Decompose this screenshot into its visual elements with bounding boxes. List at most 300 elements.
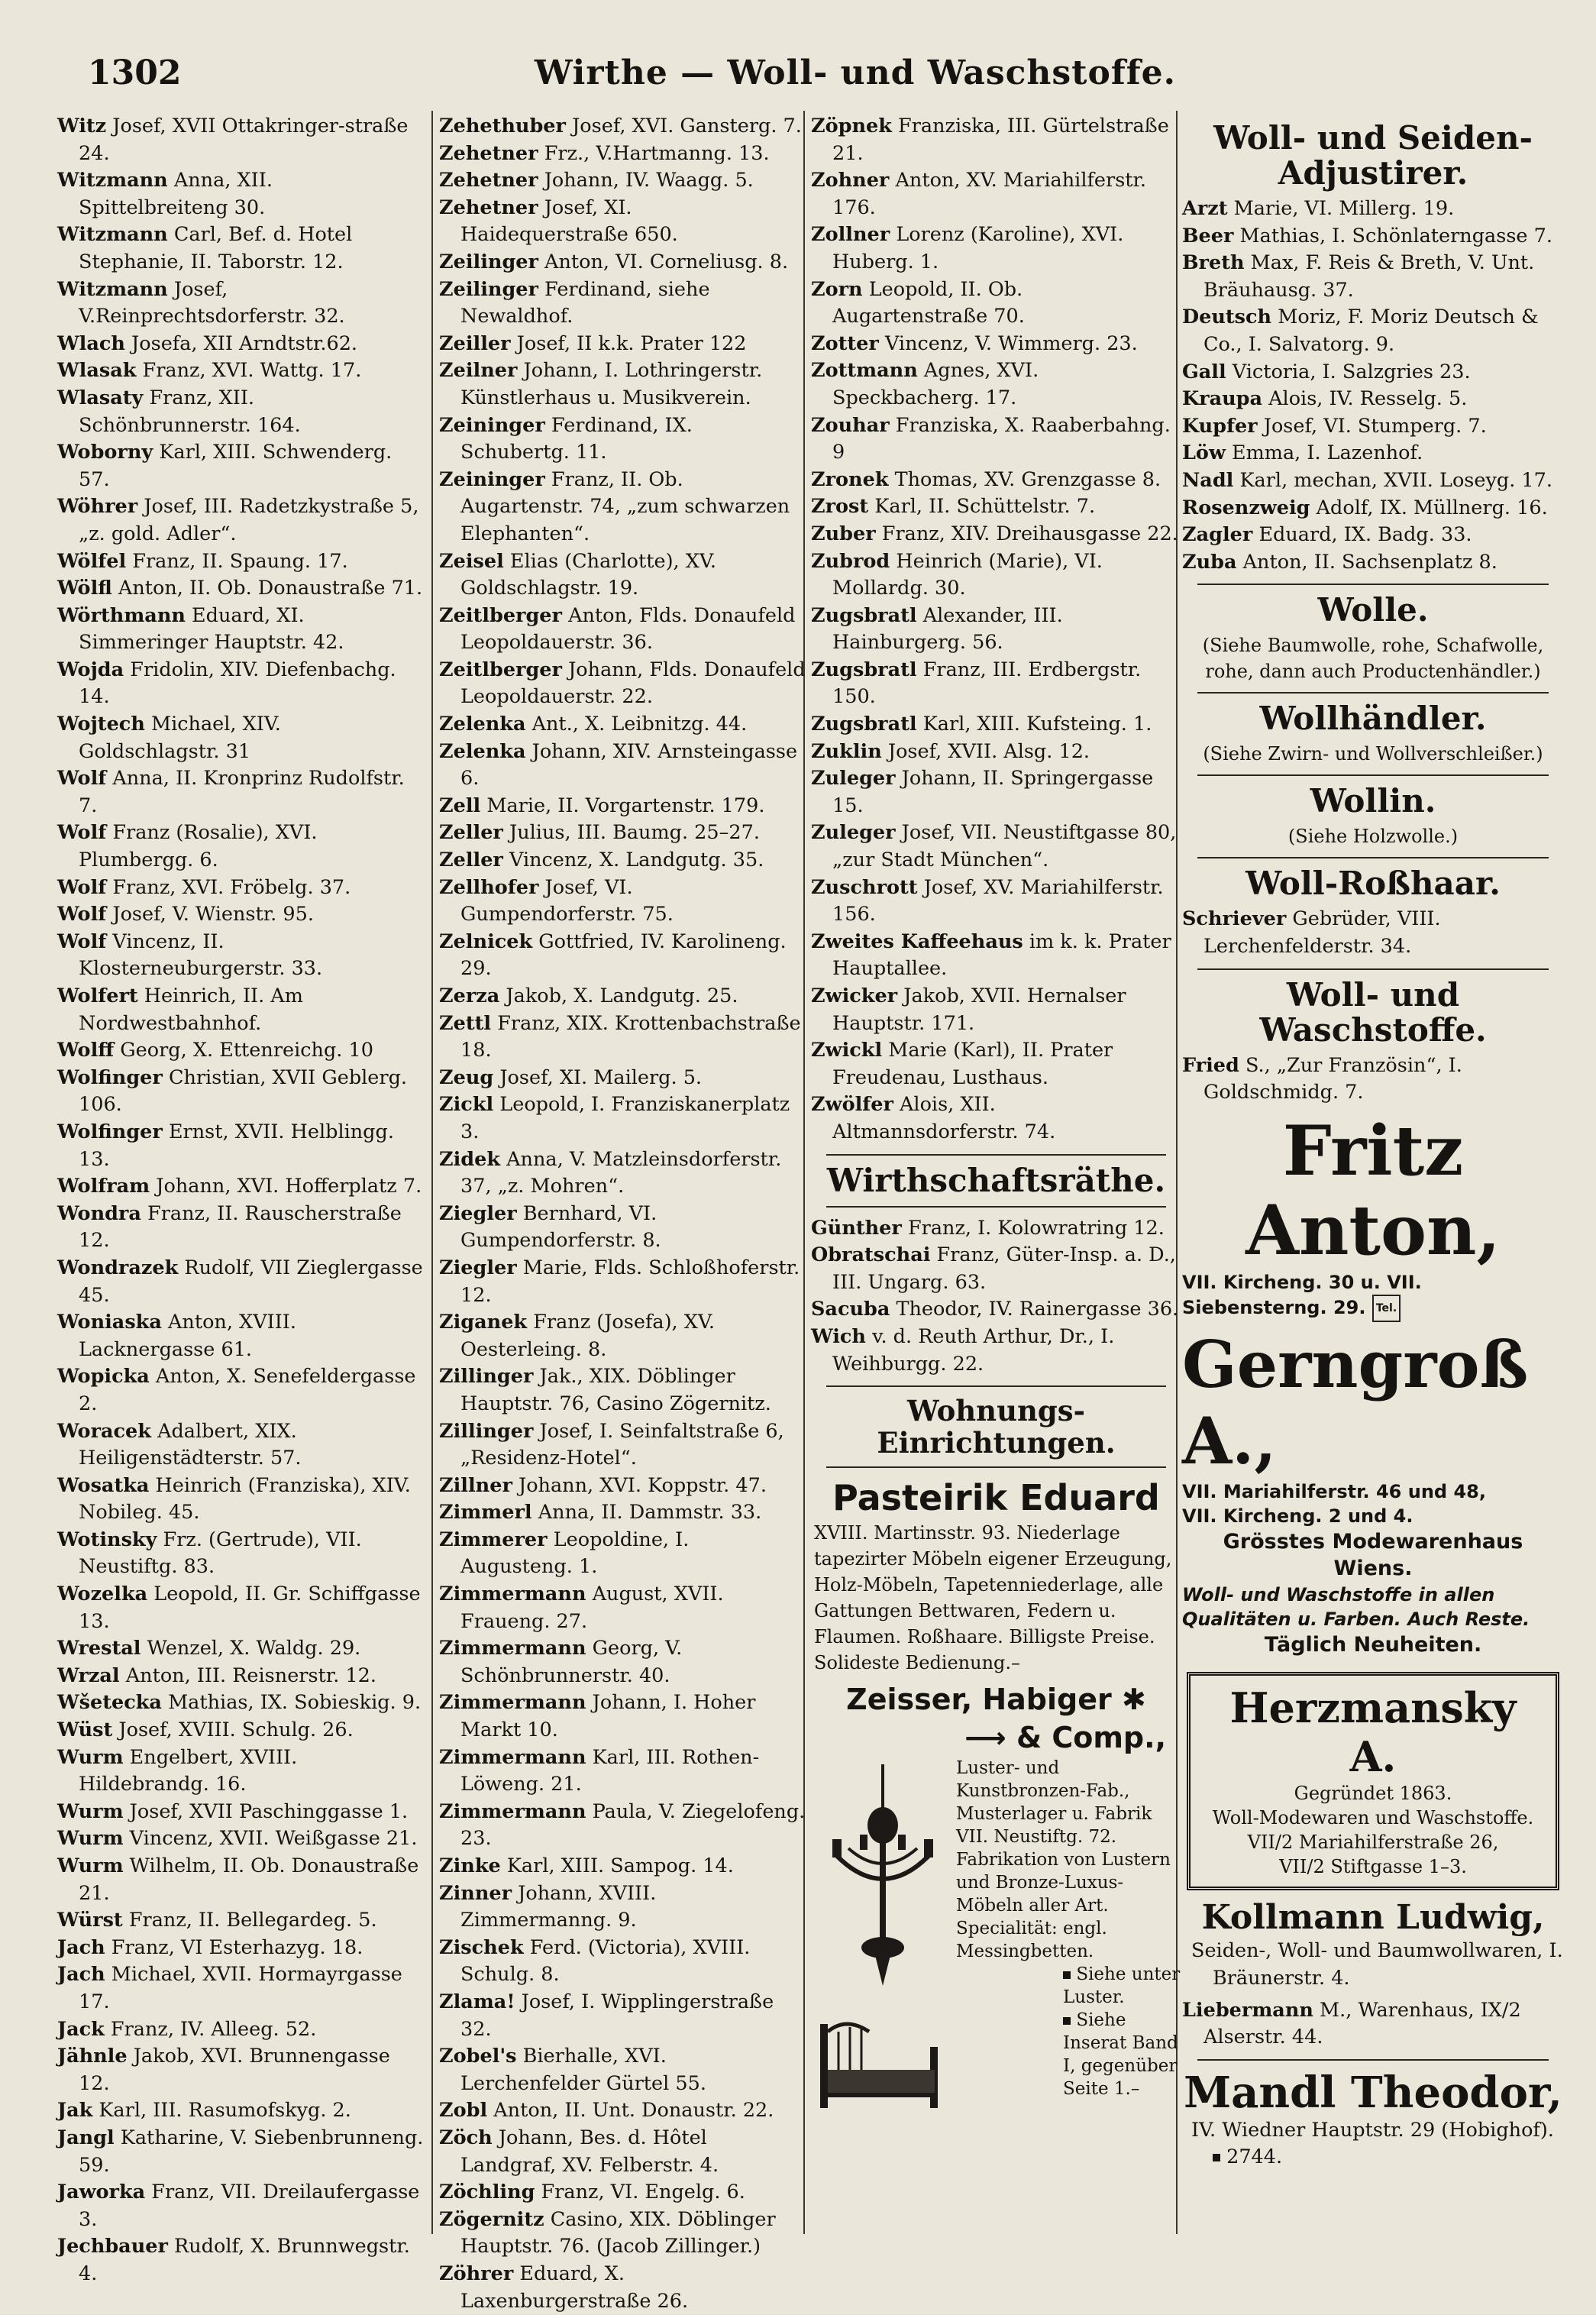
entry-detail: Johann, I. Lothringerstr. Künstlerhaus u. Musikverein.: [460, 359, 763, 409]
listing-entry: [57, 929, 424, 983]
listing-entry: [57, 493, 424, 548]
bullet-icon: [1063, 1971, 1071, 1979]
listing-entry: [811, 657, 1181, 711]
listing-entry: [1182, 1997, 1564, 2051]
entry-detail: Michael, XVII. Hormayrgasse 17.: [79, 1963, 402, 2013]
entry-detail: Franz, VII. Dreilaufergasse 3.: [79, 2181, 420, 2231]
entry-name: Zell: [439, 794, 481, 817]
entry-name: Wölfel: [57, 549, 127, 573]
ad-text-line: IV. Wiedner Hauptstr. 29 (Hobighof).: [1191, 2118, 1554, 2142]
entry-name: Wlach: [57, 331, 125, 355]
entry-detail: Josef, XVII Paschinggasse 1.: [129, 1799, 409, 1823]
entry-name: Zeininger: [439, 467, 545, 491]
entry-name: Ziganek: [439, 1311, 528, 1334]
entry-detail: Ferdinand, IX. Schubertg. 11.: [460, 413, 693, 464]
entry-name: Zollner: [811, 223, 890, 247]
entry-name: Zeilinger: [439, 277, 538, 301]
entry-detail: Ernst, XVII. Helblingg. 13.: [79, 1120, 394, 1171]
entry-detail: Anna, II. Kronprinz Rudolfstr. 7.: [79, 767, 405, 817]
entry-detail: Leopold, II. Ob. Augartenstraße 70.: [832, 277, 1025, 328]
entry-name: Zögernitz: [439, 2207, 544, 2231]
section-heading: Wollhändler.: [1259, 700, 1487, 738]
listing-entry: [811, 113, 1181, 167]
entry-detail: Adalbert, XIX. Heiligenstädterstr. 57.: [79, 1419, 302, 1470]
listing-entry: [57, 548, 424, 576]
listing-entry: [811, 929, 1181, 983]
entry-name: Wöhrer: [57, 495, 138, 519]
listing-entry: [439, 195, 806, 249]
entry-detail: Karl, XIII. Schwenderg. 57.: [79, 441, 393, 491]
listing-entry: [811, 1037, 1181, 1091]
listing-entry: [439, 1935, 806, 1989]
telephone-badge: Tel.: [1372, 1295, 1401, 1322]
entry-name: Witz: [57, 115, 107, 137]
phone-number: 2744.: [1226, 2145, 1283, 2169]
entry-name: Wolfram: [57, 1175, 150, 1198]
entry-name: Jähnle: [57, 2045, 128, 2068]
entry-name: Witzmann: [57, 223, 168, 247]
entry-name: Zehetner: [439, 196, 538, 219]
entry-name: Deutsch: [1182, 306, 1272, 329]
ad-gerngross: [1182, 1327, 1564, 1659]
entry-detail: im k. k. Prater Hauptallee.: [832, 930, 1171, 981]
entry-name: Wolf: [57, 903, 107, 926]
listing-entry: [439, 2043, 806, 2097]
ad-title: Kollmann Ludwig,: [1201, 1898, 1545, 1938]
telephone-icon: [1213, 2154, 1220, 2161]
listing-entry: [439, 603, 806, 657]
listing-entry: [439, 167, 806, 195]
entry-name: Zuschrott: [811, 875, 918, 899]
column-rule: [431, 111, 433, 2234]
listing-entry: [57, 1717, 424, 1744]
entry-name: Wölfl: [57, 577, 112, 600]
listing-entry: [57, 2125, 424, 2179]
ad-pasteirik: [811, 1476, 1181, 1676]
listing-entry: [811, 221, 1181, 276]
section-divider: [826, 1154, 1166, 1156]
ad-title: Pasteirik Eduard: [832, 1477, 1160, 1519]
entry-name: Zouhar: [811, 413, 890, 437]
listing-entry: [57, 1961, 424, 2016]
listing-entry: [57, 1825, 424, 1853]
entry-name: Zohner: [811, 169, 890, 192]
entry-detail: Engelbert, XVIII. Hildebrandg. 16.: [79, 1745, 298, 1796]
entry-name: Liebermann: [1182, 1998, 1313, 2022]
listing-entry: [439, 1880, 806, 1935]
entry-detail: Mathias, IX. Sobieskig. 9.: [168, 1691, 422, 1715]
entry-detail: Josef, XVII. Alsg. 12.: [887, 739, 1090, 763]
entry-name: Wurm: [57, 1745, 124, 1769]
entry-detail: Josefa, XII Arndtstr.62.: [131, 331, 358, 355]
listing-entry: [439, 357, 806, 412]
listing-entry: [811, 493, 1181, 521]
listing-entry: [57, 113, 424, 167]
listing-entry: [57, 1635, 424, 1663]
entry-name: Zillinger: [439, 1419, 534, 1443]
listing-entry: [439, 711, 806, 739]
entry-detail: Paula, V. Ziegelofeng. 23.: [460, 1799, 806, 1851]
entry-detail: August, XVII. Fraueng. 27.: [460, 1583, 724, 1633]
section-heading: Wolle.: [1317, 591, 1429, 629]
entry-detail: Karl, III. Rasumofskyg. 2.: [99, 2099, 351, 2123]
entry-detail: Ferd. (Victoria), XVIII. Schulg. 8.: [460, 1935, 751, 1987]
entry-name: Zwicker: [811, 985, 898, 1007]
listing-entry: [439, 113, 806, 141]
entry-name: Zelnicek: [439, 930, 533, 953]
entry-name: Wurm: [57, 1854, 124, 1877]
entry-detail: Franz, II. Bellegardeg. 5.: [128, 1909, 377, 1932]
listing-entry: [811, 1324, 1181, 1378]
ad-text-line: VII. Kircheng. 30 u. VII. Siebensterng. 29.: [1182, 1271, 1422, 1318]
entry-detail: Josef, VI. Gumpendorferstr. 75.: [460, 875, 674, 926]
entry-detail: Michael, XIV. Goldschlagstr. 31: [79, 713, 281, 763]
ad-title: Zeisser, Habiger ✱: [846, 1683, 1146, 1717]
entry-name: Breth: [1182, 251, 1245, 275]
entry-detail: Anton, X. Senefeldergasse 2.: [79, 1365, 416, 1415]
entry-detail: Ant., X. Leibnitzg. 44.: [531, 713, 748, 736]
entry-name: Zinner: [439, 1881, 512, 1905]
entry-detail: Karl, III. Rothen-Löweng. 21.: [460, 1745, 760, 1796]
entry-name: Woracek: [57, 1419, 151, 1443]
entry-name: Zweites Kaffeehaus: [811, 930, 1023, 953]
entry-name: Zuleger: [811, 767, 896, 791]
entry-detail: Emma, I. Lazenhof.: [1232, 441, 1423, 465]
entry-detail: Marie (Karl), II. Prater Freudenau, Lusthaus.: [832, 1039, 1113, 1089]
entry-name: Zillinger: [439, 1365, 534, 1389]
ad-herzmansky: [1187, 1672, 1559, 1890]
entry-name: Jach: [57, 1935, 105, 1959]
entry-detail: Franz, XVI. Wattg. 17.: [142, 359, 362, 383]
entry-detail: Josef, III. Radetzkystraße 5, „z. gold. Adler“.: [79, 495, 419, 545]
entry-detail: Katharine, V. Siebenbrunneng. 59.: [79, 2126, 424, 2177]
entry-name: Rosenzweig: [1182, 496, 1310, 519]
entry-name: Zillner: [439, 1473, 512, 1497]
ad-text: XVIII. Martinsstr. 93. Niederlage tapezirter Möbeln eigener Erzeugung, Holz-Möbeln, Tapetenniederlage, alle Gattungen Bettwaren, Federn u. Flaumen. Roßhaare. Billigste Preise. Solideste Bedienung.–: [814, 1522, 1172, 1674]
entry-name: Zeininger: [439, 413, 545, 437]
entry-name: Wlasak: [57, 359, 137, 383]
ad-kollmann: [1182, 1898, 1564, 1992]
section-heading: Wollin.: [1310, 782, 1436, 820]
entry-detail: Johann, XIV. Arnsteingasse 6.: [460, 739, 798, 791]
listing-entry: [811, 603, 1181, 657]
listing-entry: [57, 1853, 424, 1907]
cross-reference-note: (Siehe Holzwolle.): [1287, 826, 1459, 848]
entry-name: Wrzal: [57, 1664, 120, 1687]
listing-entry: [57, 1935, 424, 1962]
entry-name: Zeitlberger: [439, 658, 562, 681]
entry-detail: Wilhelm, II. Ob. Donaustraße 21.: [79, 1854, 419, 1905]
entry-detail: Ferdinand, siehe Newaldhof.: [460, 277, 710, 328]
entry-name: Zerza: [439, 985, 500, 1007]
entry-name: Wolfinger: [57, 1120, 163, 1143]
listing-entry: [811, 548, 1181, 603]
listing-entry: [57, 1473, 424, 1527]
entry-name: Jach: [57, 1963, 105, 1987]
listing-entry: [439, 1418, 806, 1473]
entry-name: Würst: [57, 1909, 123, 1932]
listing-entry: [57, 875, 424, 902]
listing-entry: [439, 141, 806, 168]
listing-entry: [439, 1363, 806, 1418]
entry-name: Zeitlberger: [439, 603, 562, 627]
entry-name: Zobel's: [439, 2045, 517, 2068]
entry-name: Zobl: [439, 2099, 488, 2123]
entry-detail: Carl, Bef. d. Hotel Stephanie, II. Taborstr. 12.: [79, 223, 353, 273]
entry-name: Wurm: [57, 1799, 124, 1823]
entry-detail: Josef, XVI. Gansterg. 7.: [572, 115, 802, 137]
entry-detail: Marie, Flds. Schloßhoferstr. 12.: [460, 1256, 800, 1307]
entry-name: Kupfer: [1182, 414, 1258, 438]
page-number: 1302: [88, 53, 182, 92]
entry-name: Zeilinger: [439, 250, 538, 273]
entry-detail: Jakob, XVI. Brunnengasse 12.: [79, 2045, 390, 2095]
section-divider: [1197, 2059, 1549, 2061]
listing-entry: [439, 739, 806, 793]
entry-detail: Leopold, I. Franziskanerplatz 3.: [460, 1093, 790, 1143]
entry-name: Beer: [1182, 224, 1234, 247]
entry-detail: M., Warenhaus, IX/2 Alserstr. 44.: [1203, 1998, 1521, 2049]
entry-detail: Lorenz (Karoline), XVI. Huberg. 1.: [832, 223, 1124, 273]
section-heading: Wohnungs-Einrichtungen.: [877, 1394, 1116, 1460]
ad-text: Luster- und Kunstbronzen-Fab., Musterlager u. Fabrik VII. Neustiftg. 72. Fabrikation von Lustern und Bronze-Luxus-Möbeln aller Art. Specialität: engl. Messingbetten.: [956, 1758, 1171, 1962]
entry-name: Wojtech: [57, 713, 145, 736]
listing-entry: [439, 2179, 806, 2207]
entry-detail: Anton, II. Ob. Donaustraße 71.: [118, 577, 423, 600]
entry-detail: Franz, Güter-Insp. a. D., III. Ungarg. 63.: [832, 1243, 1176, 1294]
column-1: [57, 113, 424, 2288]
entry-detail: Karl, mechan, XVII. Loseyg. 17.: [1239, 468, 1552, 492]
listing-entry: [439, 548, 806, 603]
ad-title: Fritz Anton,: [1245, 1110, 1501, 1271]
entry-detail: Anna, XII. Spittelbreiteng 30.: [79, 169, 273, 219]
section-divider: [826, 1466, 1166, 1468]
entry-detail: Alois, XII. Altmannsdorferstr. 74.: [832, 1093, 1056, 1143]
entry-detail: Johann, I. Hoher Markt 10.: [460, 1691, 756, 1742]
ad-text: Gegründet 1863.: [1294, 1783, 1452, 1805]
section-heading: Wirthschaftsräthe.: [826, 1161, 1166, 1199]
entry-name: Zelenka: [439, 713, 526, 736]
entry-name: Jak: [57, 2099, 93, 2123]
listing-entry: [811, 983, 1181, 1037]
listing-entry: [1182, 359, 1564, 386]
running-title: Wirthe — Woll- und Waschstoffe.: [535, 53, 1176, 92]
entry-detail: Eduard, X. Laxenburgerstraße 26.: [460, 2262, 689, 2313]
entry-name: Zuleger: [811, 821, 896, 845]
entry-detail: Josef, XI. Haidequerstraße 650.: [460, 196, 678, 247]
entry-name: Woniaska: [57, 1311, 162, 1334]
listing-entry: [57, 765, 424, 820]
listing-entry: [57, 1689, 424, 1717]
entry-detail: Georg, X. Ettenreichg. 10: [120, 1039, 373, 1062]
entry-detail: Vincenz, XVII. Weißgasse 21.: [129, 1827, 418, 1851]
section-divider: [1197, 584, 1549, 585]
entry-detail: Jakob, X. Landgutg. 25.: [506, 985, 738, 1007]
entry-name: Schriever: [1182, 907, 1287, 931]
entry-name: Zeisel: [439, 549, 504, 573]
entry-name: Zeller: [439, 821, 503, 845]
listing-entry: [439, 793, 806, 820]
entry-name: Zuber: [811, 522, 876, 545]
entry-name: Ziegler: [439, 1256, 517, 1279]
entry-name: Jaworka: [57, 2181, 146, 2204]
ad-text: Seiden-, Woll- und Baumwollwaren, I. Bräunerstr. 4.: [1191, 1939, 1563, 1990]
listing-entry: [439, 2125, 806, 2179]
listing-entry: [57, 901, 424, 929]
entry-detail: Franz, IV. Alleeg. 52.: [110, 2017, 317, 2041]
entry-name: Zagler: [1182, 523, 1253, 547]
listing-entry: [57, 1255, 424, 1309]
entry-name: Wolfert: [57, 985, 138, 1007]
bullet-icon: [1063, 2017, 1071, 2025]
entry-name: Wörthmann: [57, 603, 186, 627]
listing-entry: [57, 983, 424, 1037]
entry-detail: Max, F. Reis & Breth, V. Unt. Bräuhausg. 37.: [1203, 251, 1535, 302]
entry-name: Wolf: [57, 767, 107, 791]
listing-entry: [811, 711, 1181, 739]
listing-entry: [57, 2097, 424, 2125]
entry-name: Günther: [811, 1216, 902, 1240]
listing-entry: [57, 2016, 424, 2044]
entry-detail: Franz, II. Spaung. 17.: [132, 549, 348, 573]
entry-name: Nadl: [1182, 468, 1234, 492]
listing-entry: [57, 439, 424, 493]
ad-title: Mandl Theodor,: [1184, 2067, 1562, 2118]
entry-name: Zinke: [439, 1854, 501, 1877]
section-divider: [1197, 692, 1549, 694]
listing-entry: [57, 1799, 424, 1826]
listing-entry: [1182, 304, 1564, 358]
listing-entry: [439, 2097, 806, 2125]
entry-name: Zwickl: [811, 1039, 883, 1062]
listing-entry: [1182, 1052, 1564, 1107]
ad-slogan: Grösstes Modewarenhaus Wiens.: [1223, 1529, 1523, 1581]
ad-text: Woll- und Waschstoffe in allen Qualitäten u. Farben. Auch Reste.: [1182, 1583, 1530, 1630]
listing-entry: [811, 739, 1181, 766]
entry-name: Wüst: [57, 1718, 113, 1742]
entry-name: Zelenka: [439, 739, 526, 763]
entry-detail: Alois, IV. Resselg. 5.: [1268, 387, 1468, 411]
entry-name: Wojda: [57, 658, 124, 681]
entry-detail: Frz., V.Hartmanng. 13.: [544, 141, 770, 165]
listing-entry: [57, 1201, 424, 1255]
entry-name: Jangl: [57, 2126, 115, 2149]
entry-name: Zimmermann: [439, 1583, 586, 1606]
entry-name: Zimmermann: [439, 1691, 586, 1715]
entry-name: Gall: [1182, 360, 1226, 383]
listing-entry: [1182, 467, 1564, 495]
ad-text: VII/2 Mariahilferstraße 26,: [1247, 1832, 1499, 1854]
column-2: [439, 113, 806, 2315]
entry-detail: Franziska, III. Gürtelstraße 21.: [832, 115, 1169, 165]
ad-mandl: [1182, 2068, 1564, 2171]
listing-entry: [57, 711, 424, 765]
listing-entry: [811, 875, 1181, 929]
entry-detail: Johann, Bes. d. Hôtel Landgraf, XV. Felberstr. 4.: [460, 2126, 719, 2177]
section-divider: [1197, 968, 1549, 970]
listing-entry: [439, 1146, 806, 1201]
listing-entry: [439, 1989, 806, 2043]
entry-name: Zellhofer: [439, 875, 539, 899]
entry-name: Zischek: [439, 1935, 524, 1959]
entry-detail: Julius, III. Baumg. 25–27.: [509, 821, 760, 845]
entry-name: Woborny: [57, 441, 153, 464]
entry-detail: Eduard, IX. Badg. 33.: [1258, 523, 1472, 547]
listing-entry: [439, 276, 806, 331]
entry-detail: Mathias, I. Schönlaterngasse 7.: [1239, 224, 1552, 247]
entry-detail: Josef, VI. Stumperg. 7.: [1263, 414, 1487, 438]
entry-name: Zorn: [811, 277, 863, 301]
entry-detail: S., „Zur Französin“, I. Goldschmidg. 7.: [1203, 1053, 1462, 1104]
entry-detail: Gebrüder, VIII. Lerchenfelderstr. 34.: [1203, 907, 1441, 958]
entry-name: Obratschai: [811, 1243, 931, 1267]
entry-name: Jack: [57, 2017, 105, 2041]
ad-title: Herzmansky A.: [1229, 1683, 1517, 1782]
entry-detail: Gottfried, IV. Karolineng. 29.: [460, 930, 787, 981]
listing-entry: [57, 2233, 424, 2288]
entry-detail: Leopold, II. Gr. Schiffgasse 13.: [79, 1583, 421, 1633]
entry-detail: Anton, III. Reisnerstr. 12.: [125, 1664, 376, 1687]
listing-entry: [439, 1635, 806, 1689]
entry-detail: Anton, II. Sachsenplatz 8.: [1242, 550, 1497, 574]
entry-detail: Anton, VI. Corneliusg. 8.: [544, 250, 789, 273]
entry-name: Zöpnek: [811, 115, 892, 137]
listing-entry: [439, 1091, 806, 1146]
entry-name: Zidek: [439, 1147, 501, 1171]
entry-name: Zottmann: [811, 359, 918, 383]
entry-name: Wolf: [57, 875, 107, 899]
ad-text: VII/2 Stiftgasse 1–3.: [1279, 1856, 1467, 1878]
entry-detail: Marie, II. Vorgartenstr. 179.: [486, 794, 765, 817]
listing-entry: [811, 1296, 1181, 1324]
entry-detail: Johann, XVI. Hofferplatz 7.: [156, 1175, 422, 1198]
ad-text: [1182, 2117, 1564, 2171]
entry-name: Wurm: [57, 1827, 124, 1851]
entry-detail: Wenzel, X. Waldg. 29.: [147, 1637, 361, 1660]
entry-name: Sacuba: [811, 1298, 890, 1321]
entry-detail: Agnes, XVI. Speckbacherg. 17.: [832, 359, 1039, 409]
section-heading: Woll- und Seiden-Adjustirer.: [1213, 119, 1533, 192]
entry-name: Wondrazek: [57, 1256, 179, 1279]
entry-name: Wolf: [57, 930, 107, 953]
column-4: [1182, 113, 1564, 2176]
cross-reference-note: (Siehe Baumwolle, rohe, Schafwolle, rohe, dann auch Productenhändler.): [1202, 635, 1544, 683]
entry-name: Zuklin: [811, 739, 882, 763]
entry-name: Zugsbratl: [811, 713, 917, 736]
entry-detail: Theodor, IV. Rainergasse 36.: [896, 1298, 1179, 1321]
listing-entry: [439, 1499, 806, 1527]
listing-entry: [439, 1255, 806, 1309]
entry-detail: v. d. Reuth Arthur, Dr., I. Weihburgg. 22.: [832, 1324, 1115, 1376]
listing-entry: [811, 412, 1181, 467]
entry-name: Wopicka: [57, 1365, 150, 1389]
listing-entry: [439, 657, 806, 711]
entry-detail: Anton, XV. Mariahilferstr. 176.: [832, 169, 1147, 219]
entry-name: Wrestal: [57, 1637, 141, 1660]
entry-detail: Moriz, F. Moriz Deutsch & Co., I. Salvatorg. 9.: [1203, 306, 1539, 356]
entry-name: Zubrod: [811, 549, 890, 573]
listing-entry: [57, 1173, 424, 1201]
entry-detail: Rudolf, X. Brunnwegstr. 4.: [79, 2235, 410, 2285]
entry-detail: Vincenz, V. Wimmerg. 23.: [884, 331, 1138, 355]
listing-entry: [439, 1309, 806, 1363]
listing-entry: [57, 1119, 424, 1173]
listing-entry: [1182, 522, 1564, 549]
listing-entry: [1182, 549, 1564, 577]
entry-name: Jechbauer: [57, 2235, 168, 2258]
entry-name: Zuba: [1182, 550, 1237, 574]
listing-entry: [57, 2043, 424, 2097]
